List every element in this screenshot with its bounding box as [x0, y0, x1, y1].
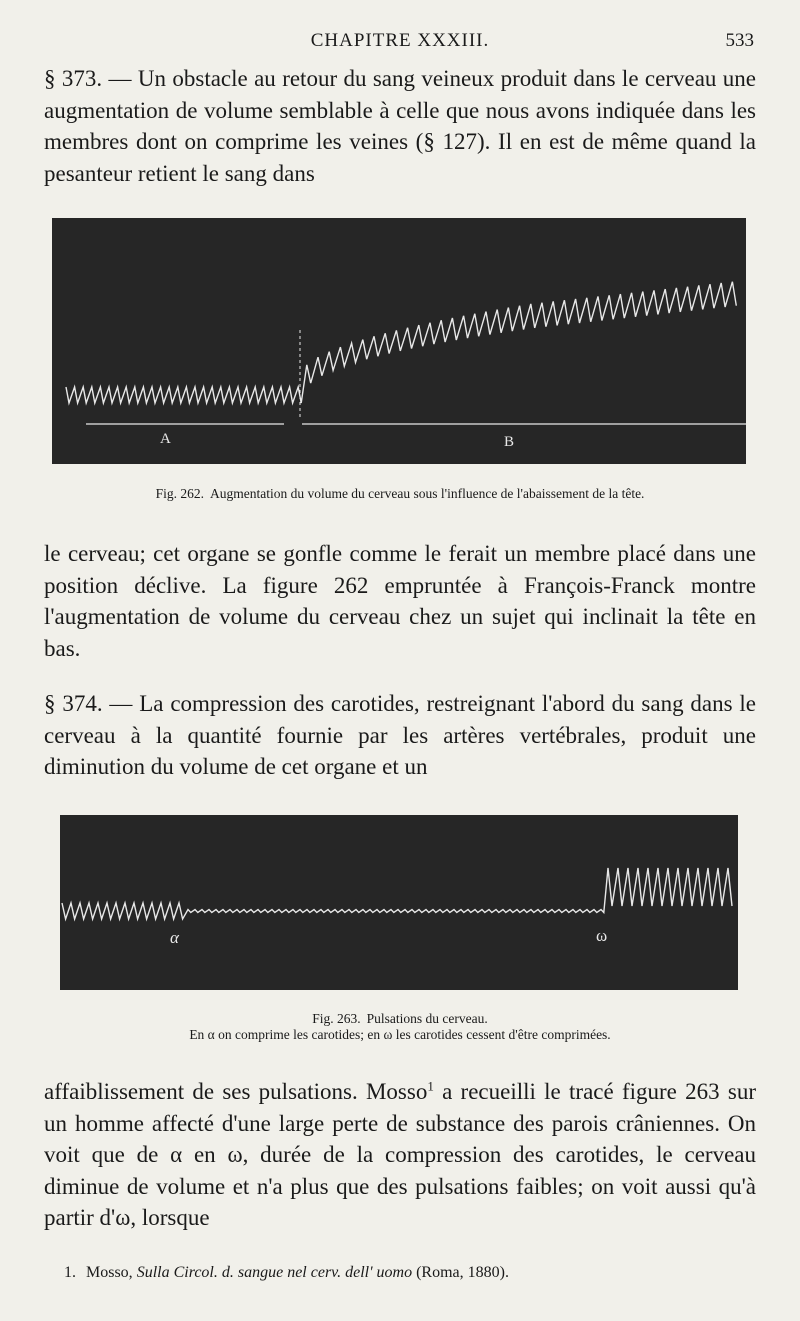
figure-263-number: Fig. 263.	[312, 1011, 361, 1026]
figure-262-label-b: B	[504, 434, 515, 450]
running-title: CHAPITRE XXXIII.	[310, 30, 490, 51]
footnote-ref[interactable]: 1	[427, 1078, 434, 1094]
figure-262-label-a: A	[160, 431, 171, 447]
figure-263-caption-title: Pulsations du cerveau.	[366, 1011, 488, 1026]
paragraph-mosso-part2: a recueilli le tracé figure 263 sur un homme affecté d'une large perte de substance des parois crâniennes. On voit que de α en ω, durée de la compression des carotides, le cerveau diminue de volume et n'a plus que des pulsations faibles; on voit aussi qu'à partir d'ω, lorsque	[44, 1079, 756, 1230]
figure-263-caption-line2: En α on comprime les carotides; en ω les carotides cessent d'être comprimées.	[189, 1027, 611, 1042]
page-header	[44, 30, 756, 60]
paragraph-373: § 373. — Un obstacle au retour du sang veineux produit dans le cerveau une augmentation de volume semblable à celle que nous avons indiquée dans les membres dont on comprime les veines (§ 127). Il en est de même quand la pesanteur retient le sang dans	[44, 66, 756, 186]
footnote-number: 1.	[64, 1264, 76, 1281]
paragraph-374: § 374. — La compression des carotides, restreignant l'abord du sang dans le cerveau à la quantité fournie par les artères vertébrales, produit une diminution du volume de cet organe et un	[44, 691, 756, 779]
footnote-title: Sulla Circol. d. sangue nel cerv. dell' uomo	[136, 1264, 413, 1281]
figure-262-trace	[52, 218, 746, 464]
figure-263-trace	[60, 815, 738, 990]
figure-263-label-omega: ω	[596, 926, 608, 945]
figure-262-number: Fig. 262.	[155, 486, 204, 501]
figure-262-caption-text: Augmentation du volume du cerveau sous l'influence de l'abaissement de la tête.	[209, 486, 645, 501]
figure-262-caption	[44, 486, 756, 502]
footnote-publication: (Roma, 1880).	[416, 1264, 509, 1281]
figure-262	[52, 218, 746, 464]
footnote	[64, 1264, 509, 1282]
page-number: 533	[725, 30, 754, 51]
paragraph-mosso-part1: affaiblissement de ses pulsations. Mosso	[44, 1079, 428, 1104]
figure-263-label-alpha: α	[170, 928, 179, 947]
figure-263-caption	[44, 1011, 756, 1043]
paragraph-continued: le cerveau; cet organe se gonfle comme le ferait un membre placé dans une position déclive. La figure 262 empruntée à François-Franck montre l'augmentation de volume du cerveau chez un sujet qui inclinait la tête en bas.	[44, 541, 756, 661]
footnote-author: Mosso,	[86, 1264, 133, 1281]
figure-263	[60, 815, 738, 990]
paragraph-mosso	[44, 1076, 756, 1234]
